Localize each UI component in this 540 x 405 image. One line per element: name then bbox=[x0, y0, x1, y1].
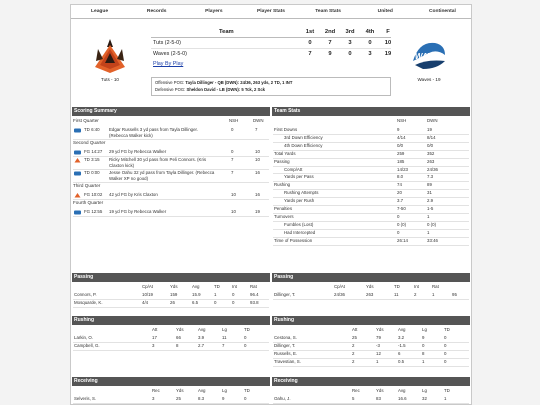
player-col-header: Cp/At bbox=[142, 284, 153, 289]
scoring-play-desc: Edgar Russells 3 yd pass from Tayla Dillinger. (Rebecca Walker kick) bbox=[109, 127, 198, 138]
team-stat-nsh: 9 bbox=[397, 127, 400, 132]
waves-team-icon bbox=[74, 171, 81, 176]
scoring-play-nsh: 7 bbox=[231, 157, 234, 162]
player-row-divider bbox=[273, 366, 469, 367]
scoreboard-home-name: Waves (2-5-0) bbox=[153, 51, 187, 57]
away-team-caption: Tuts - 10 bbox=[101, 77, 119, 82]
nav-players[interactable]: Players bbox=[205, 9, 223, 14]
scoring-play-nsh: 7 bbox=[231, 170, 234, 175]
player-stat-cell: 7 bbox=[222, 343, 225, 348]
player-col-header: Lg bbox=[222, 327, 227, 332]
score-final: 10 bbox=[384, 40, 392, 46]
team-stat-label: Rushing Attempts bbox=[284, 190, 319, 196]
player-col-header: Lg bbox=[422, 327, 427, 332]
player-name[interactable]: Cestona, S. bbox=[274, 335, 297, 340]
player-row-divider bbox=[73, 350, 269, 351]
player-col-header: Avg bbox=[198, 388, 206, 393]
waves-logo-icon bbox=[409, 37, 449, 75]
player-col-header: Yds bbox=[176, 327, 184, 332]
player-stat-cell: 0 bbox=[232, 292, 235, 297]
team-stat-label: Time of Possession bbox=[274, 237, 313, 243]
team-stat-label: Turnovers bbox=[274, 213, 294, 219]
team-stat-nsh: 0 bbox=[397, 213, 400, 219]
player-name[interactable]: Dillinger, T. bbox=[274, 343, 296, 348]
player-col-header: Yds bbox=[176, 388, 184, 393]
team-stat-dwn: 31 bbox=[427, 190, 432, 196]
team-stat-nsh: 20 bbox=[397, 190, 402, 196]
player-row-divider bbox=[273, 342, 469, 343]
final-header: F bbox=[386, 29, 390, 35]
team-stat-nsh: 7-50 bbox=[397, 206, 406, 211]
team-stat-dwn: 352 bbox=[427, 150, 435, 156]
scoring-play-time: TD 3:15 bbox=[84, 157, 100, 162]
team-stat-divider bbox=[273, 158, 469, 159]
player-stat-cell: 25 bbox=[352, 335, 357, 340]
score-cell: 7 bbox=[308, 51, 312, 57]
player-stat-cell: 3 bbox=[152, 396, 155, 401]
player-col-header: Yds bbox=[366, 284, 374, 289]
player-stat-cell: -3 bbox=[376, 343, 380, 348]
player-stat-cell: 6.5 bbox=[192, 300, 199, 305]
team-stat-divider bbox=[273, 150, 469, 151]
player-stat-cell: 6 bbox=[398, 351, 401, 356]
team-stat-label: Yards per Rush bbox=[284, 198, 315, 204]
scoring-play-desc: 42 yd FG by Kris Claxton bbox=[109, 192, 158, 197]
player-stat-cell: 1 bbox=[444, 396, 447, 401]
player-col-header: Rec bbox=[352, 388, 360, 393]
player-stat-cell: 0 bbox=[244, 343, 247, 348]
team-stat-nsh: 0/0 bbox=[397, 142, 404, 148]
play-by-play-link[interactable]: Play By Play bbox=[153, 61, 184, 67]
team-stat-nsh: 8.0 bbox=[397, 174, 404, 180]
player-stat-cell: 0 bbox=[444, 335, 447, 340]
waves-team-icon bbox=[74, 150, 81, 155]
player-stat-cell: 0 bbox=[244, 335, 247, 340]
player-row-divider bbox=[73, 403, 269, 404]
player-row-divider bbox=[273, 358, 469, 359]
player-col-header: TD bbox=[244, 327, 250, 332]
player-stat-cell: 16.6 bbox=[398, 396, 407, 401]
score-cell: 0 bbox=[368, 40, 372, 46]
player-stat-cell: 2.7 bbox=[198, 343, 205, 348]
team-stat-nsh: 4/14 bbox=[397, 134, 406, 140]
scoring-play-time: TD 6:40 bbox=[84, 127, 100, 132]
player-stat-cell: 96.4 bbox=[250, 292, 259, 297]
player-name[interactable]: Travestian, S. bbox=[274, 359, 301, 364]
player-stat-cell: 11 bbox=[394, 292, 399, 297]
box-score-page bbox=[70, 4, 472, 405]
player-stat-cell: 0 bbox=[422, 343, 425, 348]
player-col-header: TD bbox=[444, 327, 450, 332]
player-col-header: Avg bbox=[398, 327, 406, 332]
player-stat-cell: 8.3 bbox=[198, 396, 205, 401]
score-final: 19 bbox=[384, 51, 392, 57]
home-team-caption: Waves - 19 bbox=[417, 77, 441, 82]
scoring-row-divider bbox=[73, 182, 269, 183]
nav-united[interactable]: United bbox=[377, 9, 393, 14]
player-stat-cell: 0 bbox=[444, 359, 447, 364]
player-stat-cell: 0.5 bbox=[398, 359, 405, 364]
player-stat-cell: 15.9 bbox=[192, 292, 201, 297]
nav-player-stats[interactable]: Player Stats bbox=[256, 9, 285, 14]
tuts-logo-icon bbox=[93, 37, 127, 75]
player-col-header: TD bbox=[444, 388, 450, 393]
quarter-header: 4th bbox=[365, 29, 375, 35]
team-stat-nsh: 26:14 bbox=[397, 237, 408, 243]
player-stat-cell: 3.9 bbox=[198, 335, 205, 340]
player-col-header: Rat bbox=[432, 284, 439, 289]
team-stat-nsh: 14/23 bbox=[397, 166, 408, 172]
rushing-home-header: Rushing bbox=[272, 316, 470, 325]
score-cell: 0 bbox=[308, 40, 312, 46]
team-stat-dwn: 8/14 bbox=[427, 134, 436, 140]
receiving-away-header: Receiving bbox=[72, 377, 270, 386]
score-cell: 0 bbox=[348, 51, 352, 57]
team-stat-nsh: 185 bbox=[397, 158, 405, 164]
score-cell: 3 bbox=[348, 40, 352, 46]
team-stat-label: Comp/Att bbox=[284, 166, 303, 172]
team-stat-dwn: 89 bbox=[427, 182, 432, 188]
scoring-play-time: FG 14:27 bbox=[84, 149, 103, 154]
team-stat-label: 4th Down Efficiency bbox=[284, 142, 323, 148]
scoring-quarter-label: First Quarter bbox=[73, 118, 99, 123]
player-name[interactable]: Mosquarde, K. bbox=[74, 300, 103, 305]
player-stat-cell: 8 bbox=[422, 351, 425, 356]
quarter-header: 2nd bbox=[324, 29, 336, 35]
offensive-pog-label: Offensive POG: bbox=[155, 80, 185, 85]
scoring-play-dwn: 10 bbox=[255, 149, 260, 154]
scoring-play-time: FG 12:55 bbox=[84, 209, 103, 214]
player-stat-cell: 3.2 bbox=[398, 335, 405, 340]
player-col-header: TD bbox=[214, 284, 220, 289]
scoring-play-dwn: 7 bbox=[255, 127, 258, 132]
scoring-play-nsh: 10 bbox=[231, 192, 236, 197]
player-col-header: Att bbox=[352, 327, 358, 332]
team-stat-label: Total Yards bbox=[274, 150, 296, 156]
team-stat-dwn: 33:46 bbox=[427, 237, 438, 243]
scoring-play-desc: 19 yd FG by Rebecca Walker bbox=[109, 209, 167, 214]
nav-continental[interactable]: Continental bbox=[428, 9, 456, 14]
player-stat-cell: 95 bbox=[452, 292, 457, 297]
scoring-play-dwn: 16 bbox=[255, 192, 260, 197]
scoring-col-header: NSH bbox=[229, 118, 239, 123]
player-col-header: Yds bbox=[376, 388, 384, 393]
player-name[interactable]: Oahu, J. bbox=[274, 396, 291, 401]
defensive-pog-text: Sheldon David - LB (DWN): 5 Tck, 2 Sck bbox=[186, 86, 266, 92]
scoring-play-nsh: 10 bbox=[231, 209, 236, 214]
player-col-header: Avg bbox=[192, 284, 200, 289]
team-stat-divider bbox=[273, 205, 469, 206]
player-stat-cell: 93.8 bbox=[250, 300, 259, 305]
player-stat-cell: 9 bbox=[222, 396, 225, 401]
player-row-divider bbox=[73, 307, 269, 308]
team-stat-dwn: 263 bbox=[427, 158, 435, 164]
team-stat-label: Yards per Pass bbox=[284, 174, 314, 180]
player-stat-cell: 83 bbox=[376, 396, 381, 401]
player-col-header: Avg bbox=[398, 388, 406, 393]
team-stat-label: First Downs bbox=[274, 127, 298, 132]
player-name[interactable]: Russells, E. bbox=[274, 351, 298, 356]
scoring-play-desc: Ricky Mitchell 30 yd pass from Peli Connors. (Kris Claxton kick) bbox=[109, 157, 207, 168]
scoring-play-time: FG 10:02 bbox=[84, 192, 103, 197]
player-stat-cell: 4/4 bbox=[142, 300, 149, 305]
score-cell: 9 bbox=[328, 51, 332, 57]
waves-logo-text: WAVES bbox=[414, 52, 444, 61]
team-stat-dwn: 1 bbox=[427, 229, 430, 235]
player-stat-cell: 17 bbox=[152, 335, 157, 340]
player-col-header: TD bbox=[244, 388, 250, 393]
player-col-header: Int bbox=[232, 284, 237, 289]
player-stat-cell: 2 bbox=[352, 343, 355, 348]
team-stat-label: 3rd Down Efficiency bbox=[284, 134, 323, 140]
player-col-header: Avg bbox=[198, 327, 206, 332]
player-col-header: TD bbox=[394, 284, 400, 289]
player-stat-cell: 1 bbox=[214, 292, 217, 297]
team-stat-nsh: 74 bbox=[397, 182, 402, 188]
player-stat-cell: 9 bbox=[422, 335, 425, 340]
top-nav bbox=[71, 5, 471, 19]
scoring-summary-header: Scoring Summary bbox=[72, 107, 270, 116]
receiving-home-header: Receiving bbox=[272, 377, 470, 386]
player-stat-cell: 2 bbox=[414, 292, 417, 297]
player-stat-cell: 10/19 bbox=[142, 292, 153, 297]
scoring-play-dwn: 16 bbox=[255, 170, 260, 175]
team-stat-dwn: 7.3 bbox=[427, 174, 434, 180]
quarter-header: 1st bbox=[305, 29, 315, 35]
player-stat-cell: 79 bbox=[376, 335, 381, 340]
team-stats-header: Team Stats bbox=[272, 107, 470, 116]
team-stat-dwn: 0 (0) bbox=[427, 221, 437, 227]
player-stat-cell: 1 bbox=[432, 292, 435, 297]
player-name[interactable]: Dillinger, T. bbox=[274, 292, 296, 297]
player-col-header: Rat bbox=[250, 284, 257, 289]
team-stats-col-header: NSH bbox=[397, 118, 407, 123]
player-col-header: Rec bbox=[152, 388, 160, 393]
tuts-team-icon bbox=[74, 158, 81, 163]
passing-home-header: Passing bbox=[272, 273, 470, 282]
player-stat-cell: 1 bbox=[376, 359, 379, 364]
team-stat-dwn: 24/36 bbox=[427, 166, 438, 172]
player-stat-cell: 66 bbox=[176, 335, 181, 340]
scoreboard-team-header: Team bbox=[219, 29, 234, 35]
players-of-game-box bbox=[151, 77, 391, 96]
team-stat-divider bbox=[273, 213, 469, 214]
player-col-header: Cp/At bbox=[334, 284, 345, 289]
score-cell: 3 bbox=[368, 51, 372, 57]
player-stat-cell: 32 bbox=[422, 396, 427, 401]
player-stat-cell: 2 bbox=[352, 351, 355, 356]
defensive-pog bbox=[155, 87, 387, 94]
team-stat-label: Penalties bbox=[274, 206, 293, 211]
player-stat-cell: 12 bbox=[376, 351, 381, 356]
offensive-pog-text: Tayla Dillinger - QB (DWN): 24/36, 263 yds, 2 TD, 1 INT bbox=[185, 80, 293, 85]
player-col-header: Int bbox=[414, 284, 419, 289]
scoring-play-time: TD 0:00 bbox=[84, 170, 100, 175]
player-stat-cell: 8 bbox=[176, 343, 179, 348]
team-stat-dwn: 2.9 bbox=[427, 198, 434, 204]
nav-team-stats[interactable]: Team Stats bbox=[315, 9, 341, 14]
player-col-header: Lg bbox=[222, 388, 227, 393]
player-stat-cell: 2 bbox=[352, 359, 355, 364]
scoring-row-divider bbox=[73, 216, 269, 217]
waves-team-icon bbox=[74, 128, 81, 133]
player-stat-cell: 11 bbox=[222, 335, 227, 340]
player-col-header: Yds bbox=[170, 284, 178, 289]
scoring-quarter-label: Second Quarter bbox=[73, 140, 106, 145]
player-name[interactable]: Connors, P. bbox=[74, 292, 97, 297]
score-cell: 7 bbox=[328, 40, 332, 46]
passing-away-header: Passing bbox=[72, 273, 270, 282]
defensive-pog-label: Defensive POG: bbox=[155, 86, 186, 92]
waves-team-icon bbox=[74, 210, 81, 215]
team-stat-nsh: 0 bbox=[397, 229, 400, 235]
team-stat-dwn: 1 bbox=[427, 213, 430, 219]
scoring-play-nsh: 0 bbox=[231, 149, 234, 154]
quarter-header: 3rd bbox=[345, 29, 355, 35]
team-stat-label: Passing bbox=[274, 158, 290, 164]
team-stat-divider bbox=[273, 181, 469, 182]
player-stat-cell: 1 bbox=[422, 359, 425, 364]
player-stat-cell: 5 bbox=[352, 396, 355, 401]
player-stat-cell: 263 bbox=[366, 292, 374, 297]
team-stat-dwn: 0/0 bbox=[427, 142, 434, 148]
player-stat-cell: 24/36 bbox=[334, 292, 345, 297]
scoring-quarter-label: Fourth Quarter bbox=[73, 200, 104, 205]
player-stat-cell: 0 bbox=[214, 300, 217, 305]
player-name[interactable]: Campbell, G. bbox=[74, 343, 100, 348]
player-row-divider bbox=[273, 403, 469, 404]
team-stat-nsh: 259 bbox=[397, 150, 405, 156]
tuts-team-icon bbox=[74, 193, 81, 198]
team-stat-divider bbox=[273, 245, 469, 246]
player-stat-cell: 25 bbox=[176, 396, 181, 401]
team-stat-label: Had Intercepted bbox=[284, 229, 316, 235]
player-row-divider bbox=[273, 299, 469, 300]
team-stat-dwn: 19 bbox=[427, 127, 432, 132]
nav-league[interactable]: League bbox=[91, 9, 109, 14]
scoreboard-away-name: Tuts (2-5-0) bbox=[153, 40, 181, 46]
rushing-away-header: Rushing bbox=[72, 316, 270, 325]
scoring-play-desc: 29 yd FG by Rebecca Walker bbox=[109, 149, 167, 154]
nav-records[interactable]: Records bbox=[146, 9, 167, 14]
player-row-divider bbox=[73, 342, 269, 343]
player-stat-cell: 26 bbox=[170, 300, 175, 305]
team-stat-divider bbox=[273, 166, 469, 167]
player-stat-cell: 0 bbox=[232, 300, 235, 305]
player-name[interactable]: Selveris, S. bbox=[74, 396, 97, 401]
team-stat-nsh: 3.7 bbox=[397, 198, 404, 204]
scoreboard-divider bbox=[151, 48, 391, 49]
scoring-play-nsh: 0 bbox=[231, 127, 234, 132]
player-stat-cell: 0 bbox=[244, 396, 247, 401]
player-stat-cell: 159 bbox=[170, 292, 178, 297]
scoring-play-dwn: 10 bbox=[255, 157, 260, 162]
player-col-header: Yds bbox=[376, 327, 384, 332]
team-stat-label: Rushing bbox=[274, 182, 291, 188]
scoring-play-dwn: 19 bbox=[255, 209, 260, 214]
player-name[interactable]: Larkin, O. bbox=[74, 335, 94, 340]
team-stat-nsh: 0 (0) bbox=[397, 221, 407, 227]
team-stat-label: Fumbles (Lost) bbox=[284, 221, 314, 227]
team-stats-col-header: DWN bbox=[427, 118, 438, 123]
team-stat-dwn: 1-5 bbox=[427, 206, 434, 211]
player-row-divider bbox=[273, 350, 469, 351]
player-col-header: Att bbox=[152, 327, 158, 332]
player-stat-cell: 0 bbox=[444, 351, 447, 356]
player-stat-cell: 3 bbox=[152, 343, 155, 348]
scoring-quarter-label: Third Quarter bbox=[73, 183, 101, 188]
player-stat-cell: -1.5 bbox=[398, 343, 406, 348]
scoring-col-header: DWN bbox=[253, 118, 264, 123]
player-col-header: Lg bbox=[422, 388, 427, 393]
scoring-play-desc: Jesse Oahu 32 yd pass from Tayla Dillinger. (Rebecca Walker XP no good) bbox=[109, 170, 215, 181]
player-stat-cell: 0 bbox=[444, 343, 447, 348]
scoreboard-divider bbox=[151, 37, 391, 38]
